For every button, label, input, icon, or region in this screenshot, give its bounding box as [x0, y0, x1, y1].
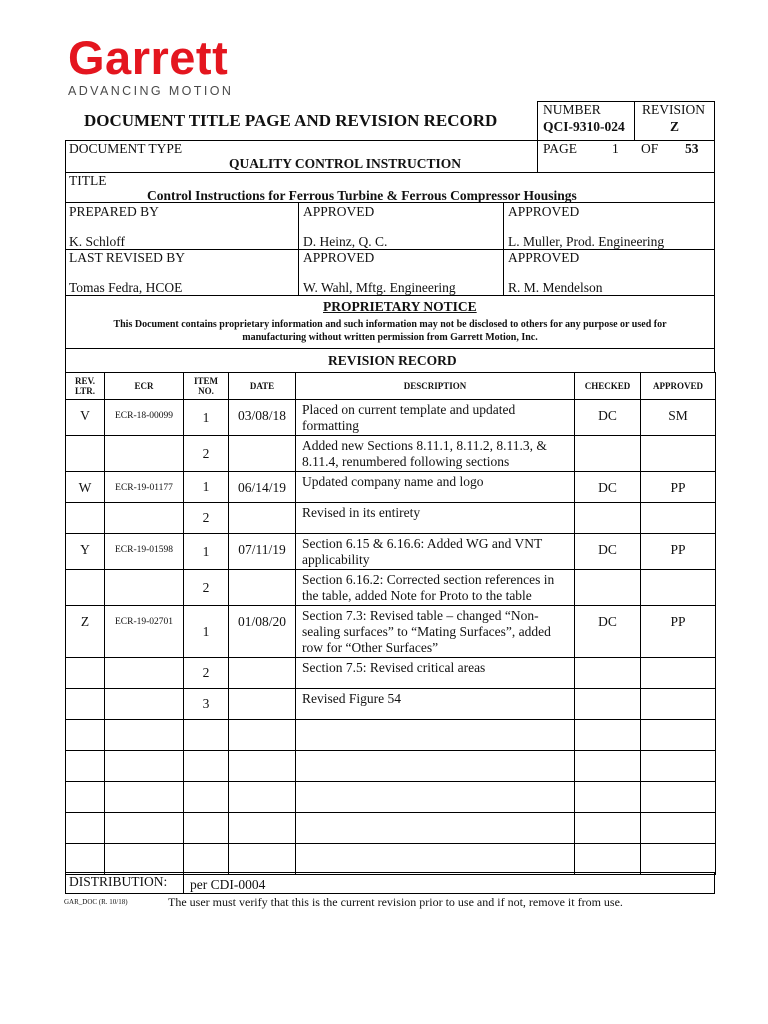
doctype-divider	[537, 140, 538, 172]
item-cell: 2	[184, 436, 229, 472]
approved-cell	[641, 689, 716, 720]
approved-label: APPROVED	[303, 204, 375, 219]
description-line: Added new Sections 8.11.1, 8.11.2, 8.11.3, &	[302, 438, 547, 453]
proprietary-notice-line: This Document contains proprietary information and such information may not be disclosed to others for any purpose or used for	[113, 319, 667, 330]
distribution-divider	[183, 872, 184, 894]
form-id: GAR_DOC (R. 10/18)	[64, 898, 128, 906]
doc-type-label: DOCUMENT TYPE	[69, 141, 183, 156]
rev-ltr-cell: Z	[66, 606, 105, 658]
rev-ltr-cell	[66, 782, 105, 813]
date-cell: 06/14/19	[229, 472, 296, 503]
approved-cell	[641, 813, 716, 844]
proprietary-notice-line: manufacturing without written permission from Garrett Motion, Inc.	[242, 332, 538, 343]
checked-cell	[575, 570, 641, 606]
description-line: 8.11.4, renumbered following sections	[302, 454, 510, 469]
ecr-cell: ECR-19-01598	[105, 534, 184, 570]
checked-cell: DC	[575, 606, 641, 658]
date-cell	[229, 720, 296, 751]
item-cell: 1	[184, 606, 229, 658]
row-line	[65, 202, 715, 203]
page-number: 1	[612, 141, 619, 156]
description-cell	[296, 400, 575, 436]
description-line: formatting	[302, 418, 359, 433]
distribution-label: DISTRIBUTION:	[69, 874, 168, 889]
checked-cell	[575, 503, 641, 534]
document-title: Control Instructions for Ferrous Turbine & Ferrous Compressor Housings	[147, 188, 577, 203]
description-cell	[296, 813, 575, 844]
ecr-cell	[105, 844, 184, 875]
description-cell	[296, 472, 575, 503]
rev-ltr-cell: Y	[66, 534, 105, 570]
checked-cell	[575, 844, 641, 875]
description-cell	[296, 782, 575, 813]
approved-cell: SM	[641, 400, 716, 436]
prepared-by-label: PREPARED BY	[69, 204, 159, 219]
date-cell	[229, 658, 296, 689]
table-row	[66, 689, 716, 720]
rev-ltr-cell	[66, 570, 105, 606]
item-cell	[184, 720, 229, 751]
description-cell	[296, 751, 575, 782]
ecr-cell	[105, 751, 184, 782]
checked-cell	[575, 751, 641, 782]
description-cell	[296, 720, 575, 751]
approved-cell	[641, 436, 716, 472]
checked-cell	[575, 782, 641, 813]
rev-ltr-cell	[66, 503, 105, 534]
description-line: Section 6.15 & 6.16.6: Added WG and VNT	[302, 536, 543, 551]
ecr-cell	[105, 658, 184, 689]
checked-cell	[575, 813, 641, 844]
revision-label: REVISION	[642, 102, 705, 117]
checked-cell	[575, 436, 641, 472]
description-line: the table, added Note for Proto to the table	[302, 588, 532, 603]
approved-cell	[641, 570, 716, 606]
ecr-cell	[105, 813, 184, 844]
approved-cell	[641, 751, 716, 782]
last-revised-label: LAST REVISED BY	[69, 250, 186, 265]
rev-ltr-cell	[66, 658, 105, 689]
row-line	[65, 295, 715, 296]
date-cell	[229, 436, 296, 472]
table-row	[66, 400, 716, 436]
approved-label: APPROVED	[303, 250, 375, 265]
rev-ltr-cell	[66, 813, 105, 844]
col-rev-ltr: REV. LTR.	[66, 373, 105, 400]
description-cell	[296, 606, 575, 658]
ecr-cell: ECR-19-02701	[105, 606, 184, 658]
description-line: Updated company name and logo	[302, 474, 484, 489]
of-label: OF	[641, 141, 659, 156]
col-description: DESCRIPTION	[296, 373, 575, 400]
checked-cell	[575, 689, 641, 720]
table-row	[66, 720, 716, 751]
table-row	[66, 813, 716, 844]
approved-value: L. Muller, Prod. Engineering	[508, 234, 665, 249]
rev-ltr-cell	[66, 844, 105, 875]
table-row	[66, 844, 716, 875]
ecr-cell	[105, 503, 184, 534]
description-line: Revised in its entirety	[302, 505, 421, 520]
doc-type-value: QUALITY CONTROL INSTRUCTION	[229, 156, 462, 171]
col-checked: CHECKED	[575, 373, 641, 400]
item-cell	[184, 751, 229, 782]
rev-ltr-cell	[66, 436, 105, 472]
description-line: Placed on current template and updated	[302, 402, 516, 417]
table-row	[66, 534, 716, 570]
table-header-row	[66, 373, 716, 400]
approved-value: W. Wahl, Mftg. Engineering	[303, 280, 456, 295]
company-logo	[68, 31, 234, 98]
date-cell: 07/11/19	[229, 534, 296, 570]
approved-cell	[641, 782, 716, 813]
description-cell	[296, 503, 575, 534]
description-line: Section 7.3: Revised table – changed “Non-	[302, 608, 539, 623]
revision-record-heading: REVISION RECORD	[328, 353, 457, 368]
table-row	[66, 751, 716, 782]
description-cell	[296, 658, 575, 689]
description-line: applicability	[302, 552, 370, 567]
item-cell: 2	[184, 503, 229, 534]
approved-cell	[641, 503, 716, 534]
item-cell: 2	[184, 570, 229, 606]
date-cell	[229, 689, 296, 720]
ecr-cell	[105, 436, 184, 472]
number-label: NUMBER	[543, 102, 601, 117]
ecr-cell	[105, 689, 184, 720]
approved-cell: PP	[641, 534, 716, 570]
ecr-cell: ECR-19-01177	[105, 472, 184, 503]
date-cell	[229, 844, 296, 875]
item-cell: 1	[184, 472, 229, 503]
description-cell	[296, 689, 575, 720]
approved-cell	[641, 844, 716, 875]
date-cell: 03/08/18	[229, 400, 296, 436]
distribution-value: per CDI-0004	[190, 877, 266, 892]
approved-value: R. M. Mendelson	[508, 280, 603, 295]
rev-ltr-cell	[66, 751, 105, 782]
checked-cell: DC	[575, 400, 641, 436]
approved-value: D. Heinz, Q. C.	[303, 234, 388, 249]
description-cell	[296, 844, 575, 875]
description-line: Section 7.5: Revised critical areas	[302, 660, 486, 675]
date-cell	[229, 570, 296, 606]
item-cell	[184, 813, 229, 844]
approved-cell: PP	[641, 472, 716, 503]
revision-rows	[66, 400, 716, 875]
checked-cell	[575, 658, 641, 689]
item-cell: 3	[184, 689, 229, 720]
last-revised-value: Tomas Fedra, HCOE	[69, 280, 183, 295]
item-cell: 2	[184, 658, 229, 689]
page-label: PAGE	[543, 141, 578, 156]
table-row	[66, 570, 716, 606]
title-label: TITLE	[69, 173, 107, 188]
item-cell: 1	[184, 534, 229, 570]
date-cell	[229, 782, 296, 813]
page-total: 53	[685, 141, 699, 156]
table-row	[66, 782, 716, 813]
ecr-cell	[105, 782, 184, 813]
description-cell	[296, 534, 575, 570]
col-approved: APPROVED	[641, 373, 716, 400]
description-line: sealing surfaces” to “Mating Surfaces”, added	[302, 624, 551, 639]
item-cell	[184, 782, 229, 813]
logo-wordmark: Garrett	[68, 31, 229, 84]
date-cell	[229, 751, 296, 782]
document-number: QCI-9310-024	[543, 119, 625, 134]
table-row	[66, 436, 716, 472]
approved-cell	[641, 720, 716, 751]
item-cell: 1	[184, 400, 229, 436]
description-line: Section 6.16.2: Corrected section references in	[302, 572, 555, 587]
approved-cell	[641, 658, 716, 689]
revision-record-table	[65, 372, 716, 875]
row-line	[65, 172, 715, 173]
ecr-cell	[105, 720, 184, 751]
description-cell	[296, 570, 575, 606]
date-cell	[229, 813, 296, 844]
approved-cell: PP	[641, 606, 716, 658]
table-row	[66, 606, 716, 658]
checked-cell: DC	[575, 534, 641, 570]
prepared-by-value: K. Schloff	[69, 234, 125, 249]
row-line	[65, 348, 715, 349]
approved-label: APPROVED	[508, 250, 580, 265]
checked-cell	[575, 720, 641, 751]
document-heading: DOCUMENT TITLE PAGE AND REVISION RECORD	[84, 111, 498, 130]
item-cell	[184, 844, 229, 875]
checked-cell: DC	[575, 472, 641, 503]
rev-ltr-cell	[66, 689, 105, 720]
description-line: Revised Figure 54	[302, 691, 401, 706]
col-date: DATE	[229, 373, 296, 400]
col-ecr: ECR	[105, 373, 184, 400]
rev-ltr-cell	[66, 720, 105, 751]
ecr-cell: ECR-18-00099	[105, 400, 184, 436]
rev-ltr-cell: V	[66, 400, 105, 436]
number-revision-divider	[634, 101, 635, 141]
logo-tagline: ADVANCING MOTION	[68, 84, 234, 98]
date-cell	[229, 503, 296, 534]
table-row	[66, 472, 716, 503]
revision-value: Z	[670, 119, 680, 134]
description-cell	[296, 436, 575, 472]
footer-note: The user must verify that this is the current revision prior to use and if not, remove it from use.	[168, 895, 623, 909]
table-row	[66, 658, 716, 689]
table-row	[66, 503, 716, 534]
date-cell: 01/08/20	[229, 606, 296, 658]
ecr-cell	[105, 570, 184, 606]
description-line: row for “Other Surfaces”	[302, 640, 439, 655]
col-item-no: ITEM NO.	[184, 373, 229, 400]
approved-label: APPROVED	[508, 204, 580, 219]
proprietary-notice-heading: PROPRIETARY NOTICE	[323, 299, 477, 314]
rev-ltr-cell: W	[66, 472, 105, 503]
